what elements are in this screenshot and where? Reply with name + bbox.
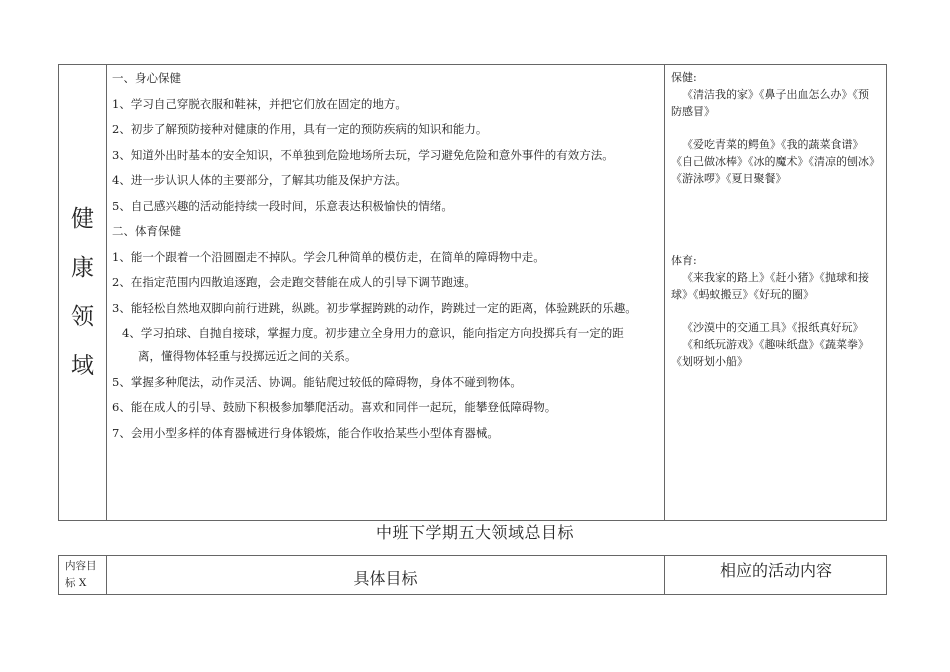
goal-item-text: 4、学习拍球、自抛自接球，掌握力度。初步建立全身用力的意识，能向指定方向投掷兵有一定的距 bbox=[122, 326, 624, 340]
goal-item: 4、进一步认识人体的主要部分，了解其功能及保护方法。 bbox=[112, 173, 407, 187]
activity-heading-health: 保健: bbox=[671, 71, 697, 84]
goal-item: 6、能在成人的引导、鼓励下积极参加攀爬活动。喜欢和同伴一起玩，能攀登低障碍物。 bbox=[112, 400, 557, 414]
goal-section-heading: 二、体育保健 bbox=[112, 224, 181, 238]
goals-header-table bbox=[58, 555, 887, 595]
goal-item-continuation: 离，懂得物体轻重与投掷远近之间的关系。 bbox=[138, 349, 357, 363]
goal-item: 1、能一个跟着一个沿圆圈走不掉队。学会几种简单的模仿走，在简单的障碍物中走。 bbox=[112, 249, 545, 264]
activity-list: 《爱吃青菜的鳄鱼》《我的蔬菜食谱》《自己做冰棒》《冰的魔术》《清凉的刨冰》《游泳啰》《夏日聚餐》 bbox=[671, 138, 875, 185]
goal-item: 3、知道外出时基本的安全知识，不单独到危险地场所去玩，学习避免危险和意外事件的有效方法。 bbox=[112, 147, 614, 162]
goal-item: 7、会用小型多样的体育器械进行身体锻炼，能合作收拾某些小型体育器械。 bbox=[112, 425, 499, 440]
activities-cell bbox=[665, 65, 887, 520]
goal-item: 2、初步了解预防接种对健康的作用，具有一定的预防疾病的知识和能力。 bbox=[112, 122, 488, 136]
domain-label-char: 领 bbox=[71, 303, 94, 330]
activity-heading-pe: 体育: bbox=[671, 254, 697, 267]
content-column-header: 内容目标 X bbox=[65, 560, 97, 589]
goal-section-heading: 一、身心保健 bbox=[112, 71, 181, 85]
goal-item: 1、学习自己穿脱衣服和鞋袜，并把它们放在固定的地方。 bbox=[112, 96, 407, 111]
activity-list: 《清洁我的家》《鼻子出血怎么办》《预防感冒》 bbox=[671, 88, 869, 118]
goals-column-header: 具体目标 bbox=[353, 568, 418, 588]
domain-label-char: 域 bbox=[71, 352, 94, 379]
domain-label bbox=[59, 65, 106, 520]
goal-item: 5、掌握多种爬法，动作灵活、协调。能钻爬过较低的障碍物，身体不碰到物体。 bbox=[112, 374, 522, 389]
domain-label-char: 健 bbox=[71, 205, 94, 232]
domain-label-char: 康 bbox=[71, 254, 94, 281]
activity-list: 《和纸玩游戏》《趣味纸盘》《蔬菜拳》《划呀划小船》 bbox=[671, 338, 869, 368]
goal-item: 5、自己感兴趣的活动能持续一段时间，乐意表达积极愉快的情绪。 bbox=[112, 198, 453, 213]
health-domain-table bbox=[58, 64, 887, 521]
goal-item: 3、能轻松自然地双脚向前行进跳，纵跳。初步掌握跨跳的动作，跨跳过一定的距离，体验跳跃的乐趣。 bbox=[112, 300, 637, 315]
activities-column-header: 相应的活动内容 bbox=[719, 561, 832, 580]
activity-list: 《沙漠中的交通工具》《报纸真好玩》 bbox=[682, 321, 864, 334]
activity-list: 《来我家的路上》《赶小猪》《抛球和接球》《蚂蚁搬豆》《好玩的圈》 bbox=[671, 271, 869, 301]
section-title: 中班下学期五大领域总目标 bbox=[375, 523, 574, 542]
goals-cell bbox=[107, 65, 664, 520]
goal-item bbox=[112, 326, 664, 363]
goal-item: 2、在指定范围内四散追逐跑，会走跑交替能在成人的引导下调节跑速。 bbox=[112, 275, 476, 289]
